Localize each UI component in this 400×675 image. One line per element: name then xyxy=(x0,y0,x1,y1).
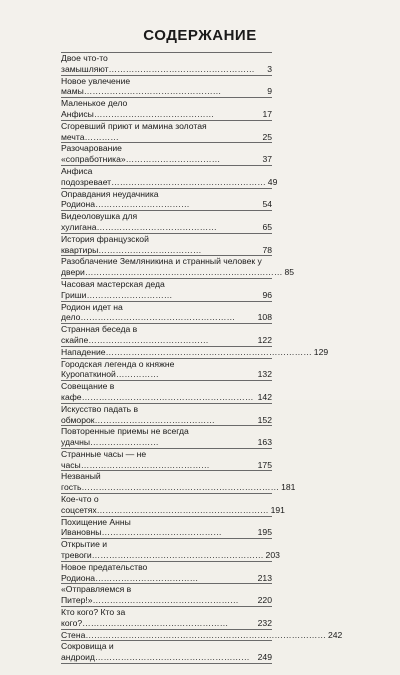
toc-entry-page: 49 xyxy=(267,176,278,187)
toc-entry xyxy=(61,52,272,75)
toc-entry xyxy=(61,561,272,584)
toc-entry-title: Открытие и тревоги…………………………………………………… xyxy=(61,539,264,561)
toc-entry-page: 152 xyxy=(257,414,272,425)
toc-entry-page: 213 xyxy=(257,572,272,583)
toc-entry-page: 163 xyxy=(257,437,272,448)
toc-entry xyxy=(61,165,278,188)
toc-entry-page: 232 xyxy=(257,617,272,628)
toc-entry-title: Похищение Анны Ивановны…………………………………… xyxy=(61,516,222,538)
toc-entry-page: 65 xyxy=(262,221,272,232)
toc-entry-page: 9 xyxy=(267,86,272,97)
toc-entry-title: История французской квартиры……………………………… xyxy=(61,233,202,255)
toc-entry-title: Часовая мастерская деда Гриши………………………… xyxy=(61,278,173,300)
toc-entry xyxy=(61,97,272,120)
toc-entry-page: 3 xyxy=(267,63,272,74)
toc-entry xyxy=(61,640,272,664)
toc-entry-title: Сгоревший приют и мамина золотая мечта………… xyxy=(61,120,207,142)
toc-entry-page: 108 xyxy=(257,312,272,323)
toc-entry-page: 85 xyxy=(284,267,295,278)
toc-entry-title: Повторенные приемы не всегда удачны…………………… xyxy=(61,426,189,448)
toc-entry-title: Двое что-то замышляют…………………………………………… xyxy=(61,53,255,74)
toc-entry-page: 175 xyxy=(257,459,272,470)
toc-entry xyxy=(61,470,296,493)
toc-entry-title: Видеоловушка для хулигана…………………………………… xyxy=(61,211,217,232)
toc-entry-title: Странные часы — не часы……………………………………… xyxy=(61,448,210,470)
toc-entry-title: Кое-что о соцсетях…………………………………………………… xyxy=(61,494,269,515)
toc-entry xyxy=(61,210,272,233)
toc-entry-title: Новое предательство Родиона……………………………… xyxy=(61,561,199,583)
toc-entry xyxy=(61,606,272,629)
toc-entry xyxy=(61,301,272,324)
toc-entry xyxy=(61,583,272,606)
toc-entry xyxy=(61,448,272,471)
toc-entry-title: Странная беседа в скайпе…………………………………… xyxy=(61,324,209,345)
toc-entry xyxy=(61,75,272,98)
toc-entry xyxy=(61,493,285,516)
toc-entry-page: 203 xyxy=(265,550,280,561)
toc-entry xyxy=(61,516,272,539)
toc-entry xyxy=(61,278,272,301)
toc-entry-page: 181 xyxy=(281,482,296,493)
toc-entry-page: 25 xyxy=(262,131,272,142)
toc-entry-title: Искусство падать в обморок…………………………………… xyxy=(61,403,215,425)
toc-entry xyxy=(61,346,329,358)
toc-entry xyxy=(61,358,272,381)
toc-entry-title: Нападение……………………………………………………………… xyxy=(61,346,312,357)
toc-entry-page: 129 xyxy=(313,346,329,357)
toc-entry xyxy=(61,255,295,278)
toc-entry-title: Сокровища и андроид……………………………………………… xyxy=(61,641,250,663)
toc-entry xyxy=(61,120,272,143)
toc-entry xyxy=(61,380,272,403)
toc-entry xyxy=(61,188,272,211)
toc-entry-title: Городская легенда о княжне Куропаткиной…………… xyxy=(61,358,175,380)
toc-entry xyxy=(61,629,343,641)
table-of-contents xyxy=(61,52,343,664)
toc-entry-page: 37 xyxy=(262,154,272,165)
toc-entry xyxy=(61,538,280,561)
toc-entry-title: Кто кого? Кто за кого?…………………………………………… xyxy=(61,607,229,628)
toc-entry-title: Стена………………………………………………………………………… xyxy=(61,629,326,640)
toc-entry-page: 54 xyxy=(262,199,272,210)
toc-entry xyxy=(61,425,272,448)
toc-entry-title: Новое увлечение мамы………………………………………… xyxy=(61,75,222,97)
toc-entry-title: Разочарование «сопработника»…………………………… xyxy=(61,143,221,165)
page-title: СОДЕРЖАНИЕ xyxy=(143,27,257,44)
toc-entry-page: 191 xyxy=(270,504,285,515)
toc-entry-title: Родион идет на дело……………………………………………… xyxy=(61,301,236,323)
toc-entry xyxy=(61,403,272,426)
toc-entry-title: Совещание в кафе…………………………………………………… xyxy=(61,381,254,402)
toc-entry-page: 78 xyxy=(262,244,272,255)
toc-entry-page: 96 xyxy=(262,289,272,300)
toc-entry-page: 249 xyxy=(257,652,272,663)
toc-entry-page: 220 xyxy=(257,595,272,606)
toc-entry-title: «Отправляемся в Питер!»…………………………………………… xyxy=(61,584,239,606)
toc-entry-title: Маленькое дело Анфисы…………………………………… xyxy=(61,98,215,119)
toc-entry xyxy=(61,233,272,256)
toc-entry-title: Анфиса подозревает……………………………………………… xyxy=(61,165,266,187)
toc-entry-page: 122 xyxy=(257,334,272,345)
toc-entry-title: Разоблачение Земляникина и странный человек у двери…………………………………………………………… xyxy=(61,256,283,278)
toc-entry xyxy=(61,323,272,346)
toc-entry-page: 195 xyxy=(257,527,272,538)
toc-entry-page: 142 xyxy=(257,391,272,402)
toc-entry-page: 17 xyxy=(262,108,272,119)
toc-entry-page: 242 xyxy=(327,629,343,640)
toc-entry-page: 132 xyxy=(257,369,272,380)
toc-entry xyxy=(61,142,272,165)
toc-entry-title: Оправдания неудачника Родиона…………………………… xyxy=(61,188,190,210)
toc-entry-title: Незваный гость…………………………………………………………… xyxy=(61,471,280,493)
